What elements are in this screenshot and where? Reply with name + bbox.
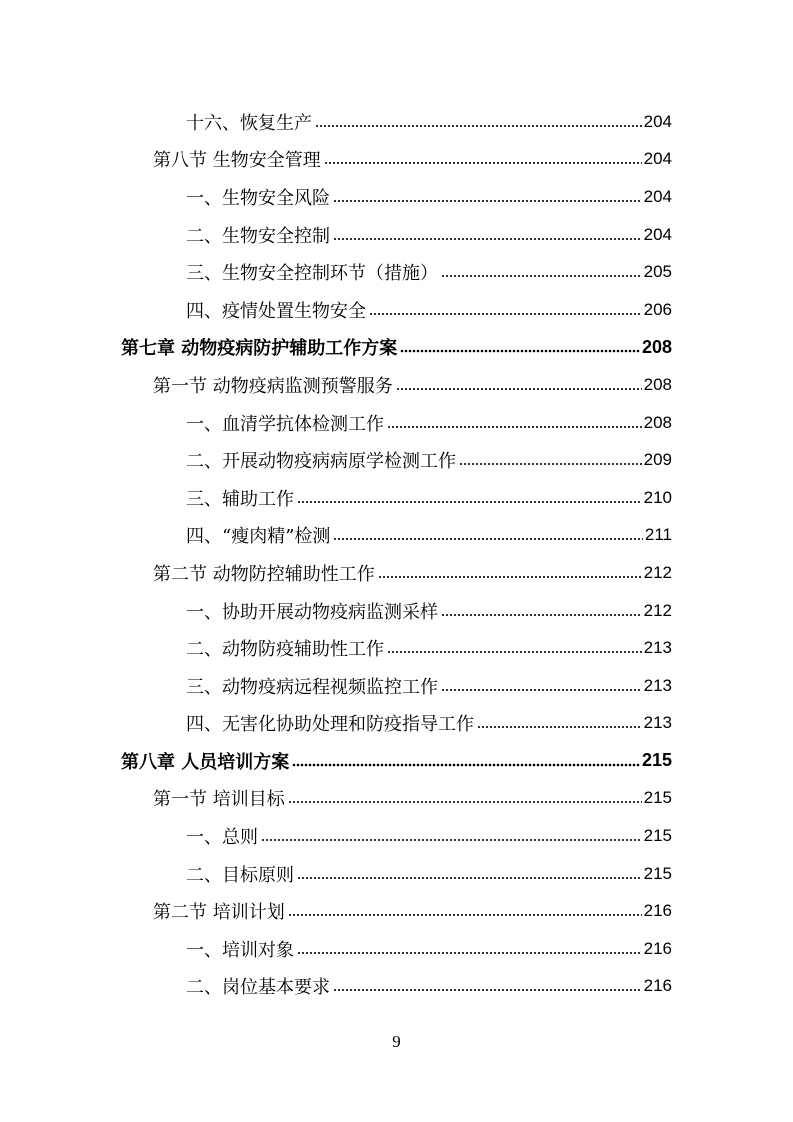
dot-leader (297, 872, 642, 884)
dot-leader (459, 458, 642, 470)
dot-leader (441, 684, 642, 696)
dot-leader (261, 834, 642, 846)
dot-leader (292, 759, 640, 771)
toc-entry-title: 四、“瘦肉精”检测 (186, 522, 333, 548)
dot-leader (441, 270, 642, 282)
toc-entry-page: 215 (641, 750, 672, 771)
toc-entry-title: 二、开展动物疫病病原学检测工作 (186, 447, 459, 473)
toc-entry-page: 204 (643, 186, 672, 206)
toc-entry-title: 三、动物疫病远程视频监控工作 (186, 673, 441, 699)
toc-subsection-entry[interactable] (0, 930, 793, 968)
toc-entry-title: 四、无害化协助处理和防疫指导工作 (186, 710, 477, 736)
dot-leader (297, 496, 642, 508)
toc-subsection-entry[interactable] (0, 855, 793, 893)
toc-section-entry[interactable] (0, 892, 793, 930)
toc-subsection-entry[interactable] (0, 667, 793, 705)
toc-entry-page: 212 (643, 562, 672, 582)
dot-leader (315, 120, 642, 132)
toc-entry-page: 211 (644, 525, 672, 545)
toc-entry-title: 第二节 培训计划 (153, 898, 288, 924)
toc-entry-title: 二、岗位基本要求 (186, 973, 333, 999)
toc-entry-page: 204 (643, 111, 672, 131)
table-of-contents (0, 103, 793, 1005)
dot-leader (333, 233, 642, 245)
toc-entry-title: 四、疫情处置生物安全 (186, 297, 369, 323)
toc-chapter-entry[interactable] (0, 329, 793, 367)
toc-entry-page: 205 (643, 262, 672, 282)
toc-entry-title: 一、协助开展动物疫病监测采样 (186, 598, 441, 624)
toc-entry-page: 213 (643, 638, 672, 658)
toc-entry-title: 一、培训对象 (186, 936, 297, 962)
toc-section-entry[interactable] (0, 554, 793, 592)
toc-subsection-entry[interactable] (0, 253, 793, 291)
toc-entry-page: 204 (643, 224, 672, 244)
toc-entry-page: 210 (643, 487, 672, 507)
toc-entry-title: 一、总则 (186, 823, 261, 849)
dot-leader (333, 984, 642, 996)
toc-entry-title: 三、辅助工作 (186, 485, 297, 511)
dot-leader (333, 195, 642, 207)
toc-chapter-entry[interactable] (0, 742, 793, 780)
toc-subsection-entry[interactable] (0, 592, 793, 630)
dot-leader (333, 533, 642, 545)
toc-subsection-entry[interactable] (0, 968, 793, 1006)
toc-subsection-entry[interactable] (0, 291, 793, 329)
toc-entry-title: 第一节 培训目标 (153, 785, 288, 811)
toc-entry-title: 一、血清学抗体检测工作 (186, 410, 387, 436)
toc-entry-page: 208 (641, 336, 672, 357)
toc-entry-page: 209 (643, 450, 672, 470)
toc-entry-page: 213 (643, 713, 672, 733)
dot-leader (396, 383, 642, 395)
toc-section-entry[interactable] (0, 780, 793, 818)
toc-entry-page: 208 (643, 412, 672, 432)
page-number: 9 (392, 1032, 401, 1051)
toc-entry-title: 二、目标原则 (186, 861, 297, 887)
dot-leader (387, 646, 642, 658)
toc-entry-title: 第七章 动物疫病防护辅助工作方案 (121, 334, 400, 360)
dot-leader (288, 909, 642, 921)
dot-leader (288, 796, 642, 808)
toc-entry-page: 216 (643, 976, 672, 996)
toc-entry-page: 215 (643, 788, 672, 808)
toc-subsection-entry[interactable] (0, 479, 793, 517)
dot-leader (324, 157, 642, 169)
toc-subsection-entry[interactable] (0, 705, 793, 743)
dot-leader (387, 421, 642, 433)
dot-leader (477, 721, 642, 733)
toc-subsection-entry[interactable] (0, 629, 793, 667)
toc-entry-page: 216 (643, 938, 672, 958)
toc-entry-title: 三、生物安全控制环节（措施） (186, 259, 441, 285)
dot-leader (441, 609, 642, 621)
toc-entry-title: 第二节 动物防控辅助性工作 (153, 560, 378, 586)
toc-entry-title: 第八章 人员培训方案 (121, 748, 292, 774)
toc-entry-title: 二、动物防疫辅助性工作 (186, 635, 387, 661)
toc-entry-page: 216 (643, 901, 672, 921)
toc-entry-page: 212 (643, 600, 672, 620)
toc-entry-page: 206 (643, 299, 672, 319)
toc-entry-page: 204 (643, 149, 672, 169)
toc-section-entry[interactable] (0, 366, 793, 404)
dot-leader (369, 308, 642, 320)
toc-subsection-entry[interactable] (0, 178, 793, 216)
toc-entry-title: 一、生物安全风险 (186, 184, 333, 210)
toc-subsection-entry[interactable] (0, 817, 793, 855)
toc-entry-page: 208 (643, 374, 672, 394)
toc-entry-title: 第一节 动物疫病监测预警服务 (153, 372, 396, 398)
toc-subsection-entry[interactable] (0, 216, 793, 254)
dot-leader (400, 345, 640, 357)
toc-entry-page: 213 (643, 675, 672, 695)
toc-entry-page: 215 (643, 826, 672, 846)
toc-entry-title: 十六、恢复生产 (186, 109, 315, 135)
toc-entry-title: 二、生物安全控制 (186, 222, 333, 248)
toc-subsection-entry[interactable] (0, 517, 793, 555)
toc-section-entry[interactable] (0, 141, 793, 179)
toc-subsection-entry[interactable] (0, 441, 793, 479)
dot-leader (378, 571, 642, 583)
toc-entry-page: 215 (643, 863, 672, 883)
toc-subsection-entry[interactable] (0, 103, 793, 141)
toc-subsection-entry[interactable] (0, 404, 793, 442)
dot-leader (297, 947, 642, 959)
toc-entry-title: 第八节 生物安全管理 (153, 146, 324, 172)
